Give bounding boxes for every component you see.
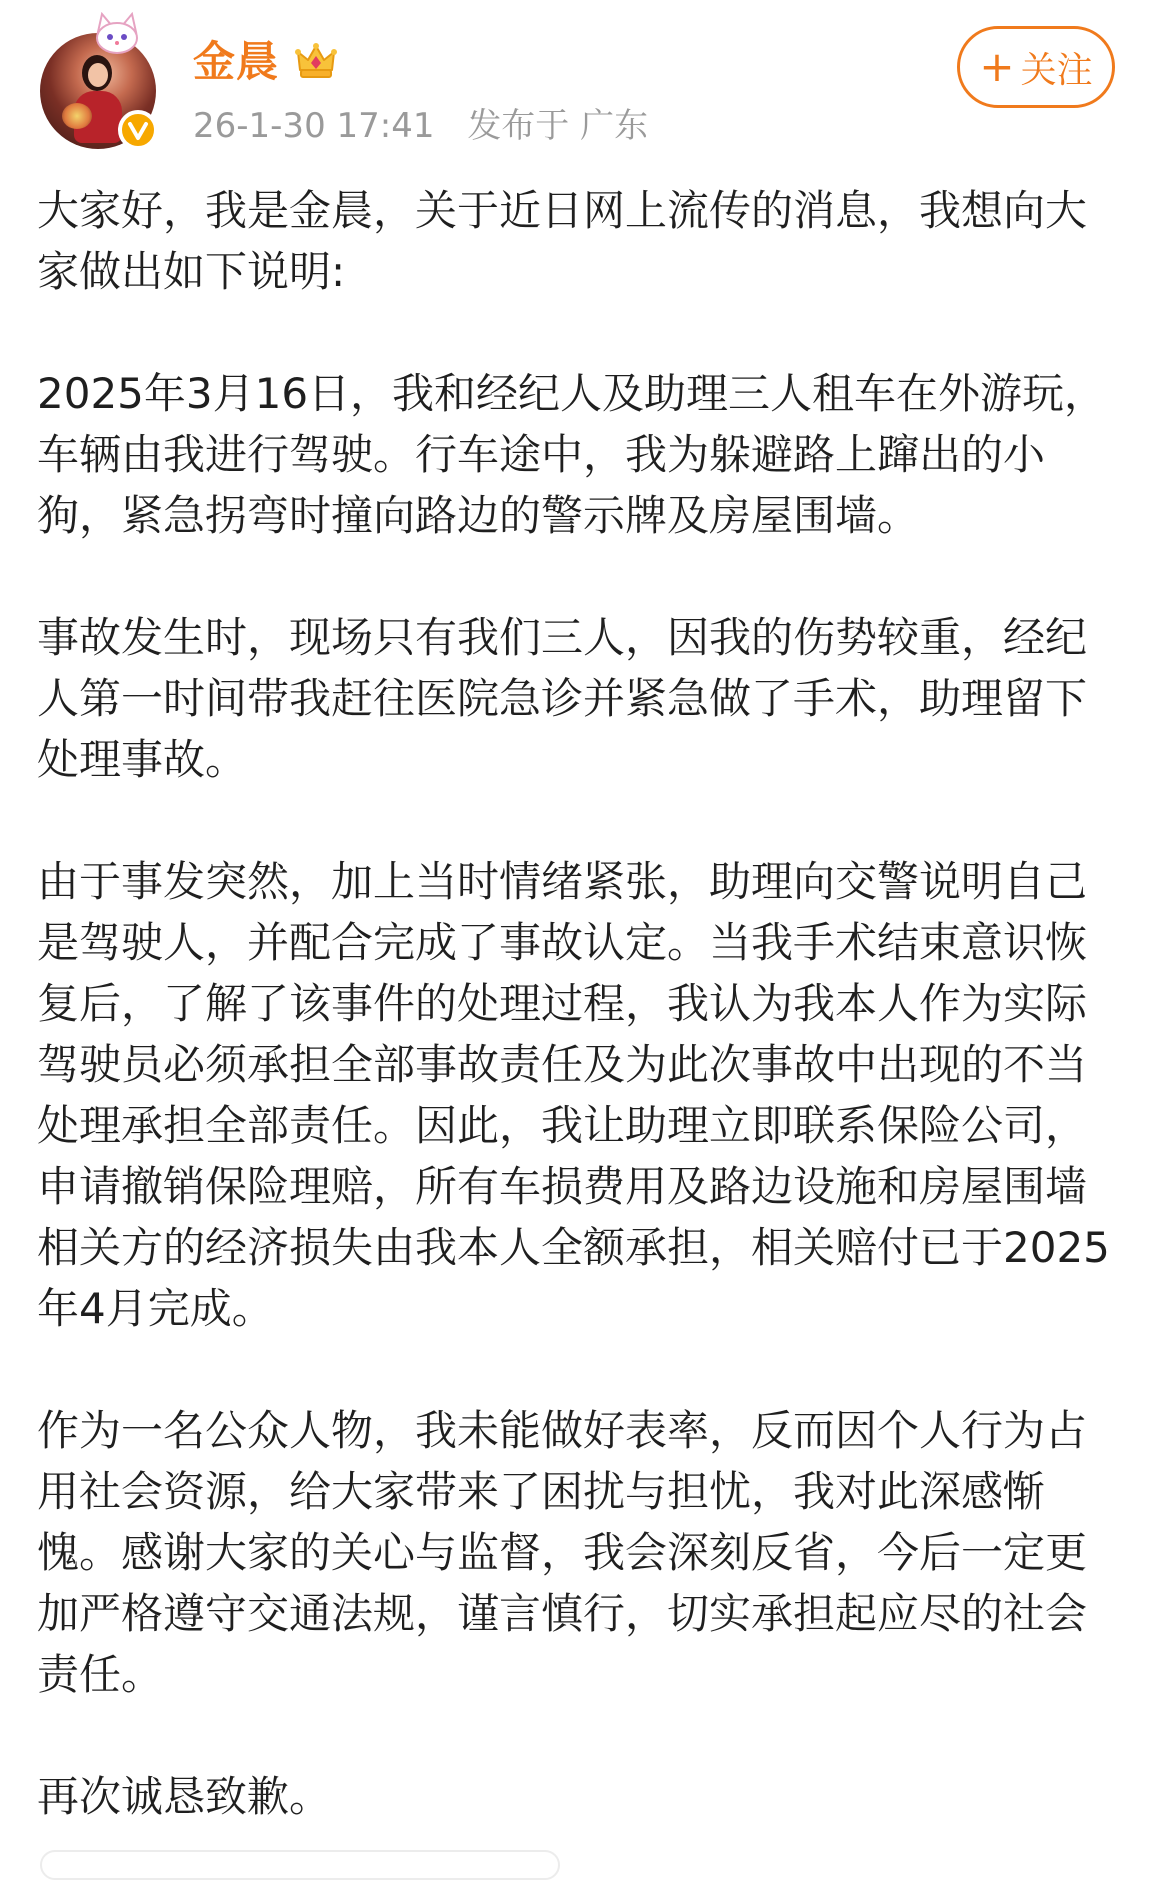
post-paragraph: 再次诚恳致歉。 — [37, 1772, 332, 1821]
verified-badge-icon — [118, 110, 158, 150]
avatar-face — [88, 63, 108, 87]
author-name[interactable]: 金晨 — [193, 37, 280, 86]
post-paragraph: 2025年3月16日，我和经纪人及助理三人租车在外游玩，车辆由我进行驾驶。行车途中，我为躲避路上蹿出的小狗，紧急拐弯时撞向路边的警示牌及房屋围墙。 — [37, 369, 1107, 540]
post-paragraph: 作为一名公众人物，我未能做好表率，反而因个人行为占用社会资源，给大家带来了困扰与担忧，我对此深感惭愧。感谢大家的关心与监督，我会深刻反省，今后一定更加严格遵守交通法规，谨言慎行，切实承担起应尽的社会责任。 — [37, 1406, 1088, 1699]
post-header — [0, 0, 1152, 150]
follow-button[interactable] — [957, 26, 1115, 108]
post-paragraph: 大家好，我是金晨，关于近日网上流传的消息，我想向大家做出如下说明: — [37, 186, 1088, 296]
follow-label: 关注 — [1020, 49, 1093, 91]
post-paragraph: 事故发生时，现场只有我们三人，因我的伤势较重，经纪人第一时间带我赶往医院急诊并紧急做了手术，助理留下处理事故。 — [37, 613, 1088, 784]
cat-ears-decoration-icon — [92, 12, 142, 56]
bottom-card-edge — [40, 1850, 560, 1880]
plus-icon: + — [979, 42, 1015, 91]
avatar-bouquet — [62, 103, 92, 129]
post-body — [37, 180, 1117, 1827]
crown-icon — [294, 40, 338, 84]
post-timestamp: 26-1-30 17:41 — [193, 106, 435, 146]
post-paragraph: 由于事发突然，加上当时情绪紧张，助理向交警说明自己是驾驶人，并配合完成了事故认定。当我手术结束意识恢复后，了解了该事件的处理过程，我认为我本人作为实际驾驶员必须承担全部事故责任及为此次事故中出现的不当处理承担全部责任。因此，我让助理立即联系保险公司，申请撤销保险理赔，所有车损费用及路边设施和房屋围墙相关方的经济损失由我本人全额承担，相关赔付已于2025年4月完成。 — [37, 857, 1110, 1333]
post-location: 发布于 广东 — [467, 106, 649, 146]
post-meta — [193, 104, 648, 148]
